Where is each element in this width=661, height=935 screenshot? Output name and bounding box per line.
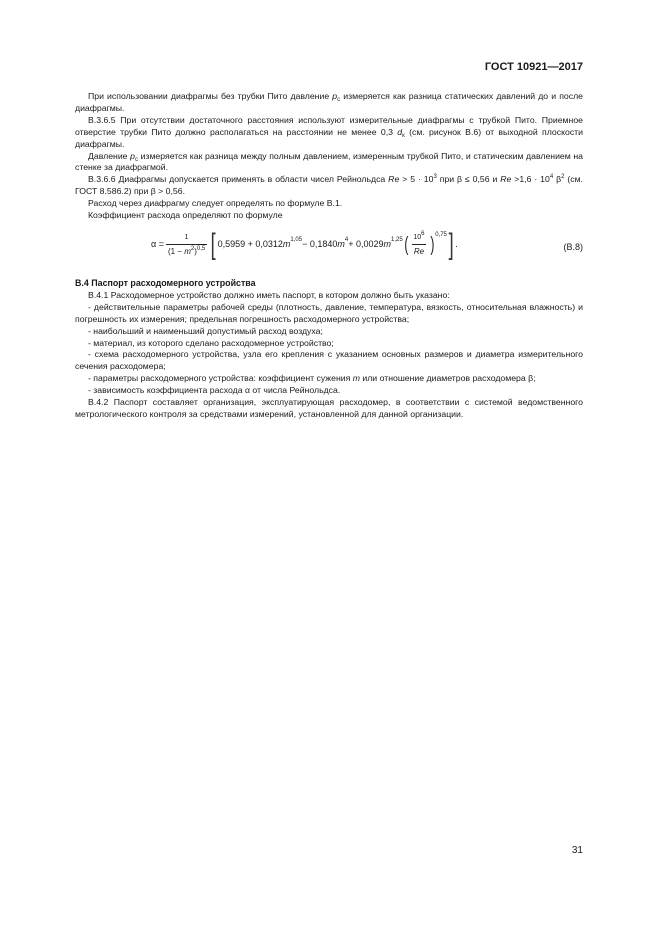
text: >1,6 · 10 bbox=[511, 174, 550, 185]
paragraph: Расход через диафрагму следует определять по формуле В.1. bbox=[88, 198, 343, 209]
text: (см. рисунок В.6) от выходной плоскости диафрагмы. bbox=[75, 126, 583, 149]
var: m bbox=[352, 373, 360, 384]
paragraph: Коэффициент расхода определяют по формуле bbox=[88, 210, 283, 221]
sup: 6 bbox=[421, 231, 425, 238]
list-item bbox=[75, 373, 583, 385]
document-body bbox=[75, 91, 583, 421]
text: При использовании диафрагмы без трубки Пито давление bbox=[88, 91, 333, 101]
sub: c bbox=[134, 156, 138, 163]
text: ) bbox=[194, 246, 197, 256]
fraction bbox=[166, 232, 207, 258]
text: В.3.6.6 Диафрагмы допускается применять в области чисел Рейнольдса bbox=[88, 174, 389, 185]
right-paren: ) bbox=[429, 233, 434, 256]
paragraph bbox=[75, 115, 583, 151]
formula-b8 bbox=[75, 226, 583, 272]
sup: 0,5 bbox=[196, 245, 206, 252]
var: m bbox=[184, 246, 191, 256]
term: + 0,0029 bbox=[348, 239, 384, 250]
denominator: Re bbox=[412, 244, 426, 258]
text: > 5 · 10 bbox=[399, 174, 434, 185]
sup: 2 bbox=[190, 245, 195, 252]
page-number: 31 bbox=[571, 845, 583, 856]
sup: 3 bbox=[433, 174, 437, 181]
paragraph: В.4.2 Паспорт составляет организация, эксплуатирующая расходомер, в соответствии с системой ведомственного метрологического контроля за средствами измерений, установленной для данной организации. bbox=[75, 397, 583, 419]
term: − 0,1840 bbox=[302, 239, 338, 250]
sup: 2 bbox=[561, 174, 565, 181]
text: (1 − bbox=[167, 246, 185, 256]
var: m bbox=[383, 239, 392, 250]
term: 0,5959 + 0,0312 bbox=[217, 239, 283, 250]
paragraph bbox=[75, 151, 583, 175]
list-item: - материал, из которого сделано расходомерное устройство; bbox=[88, 337, 334, 348]
fraction bbox=[411, 232, 426, 258]
list-item: - схема расходомерного устройства, узла его крепления с указанием основных размеров и диаметра измерительного сечения расходомера; bbox=[75, 349, 583, 372]
text: Давление bbox=[88, 150, 131, 161]
paragraph bbox=[75, 174, 583, 198]
left-bracket: [ bbox=[210, 227, 216, 261]
formula-lhs: α = bbox=[151, 239, 164, 250]
text: при β ≤ 0,56 и bbox=[436, 174, 501, 185]
text: В.3.6.5 При отсутствии достаточного расстояния используют измерительные диафрагмы с трубкой Пито. Приемное отверстие трубки Пито должно располагаться на расстоянии не менее 0,3 bbox=[75, 114, 583, 137]
section-heading: В.4 Паспорт расходомерного устройства bbox=[75, 277, 256, 288]
text: . bbox=[455, 239, 458, 250]
var: m bbox=[282, 239, 291, 250]
sup: 1,05 bbox=[290, 237, 303, 244]
text: β bbox=[553, 174, 562, 185]
right-bracket: ] bbox=[448, 227, 454, 261]
var: p bbox=[130, 150, 135, 161]
left-paren: ( bbox=[404, 233, 409, 256]
paragraph bbox=[75, 91, 583, 115]
var: m bbox=[337, 239, 345, 250]
text: (см. ГОСТ 8.586.2) при β > 0,56. bbox=[75, 174, 583, 197]
numerator bbox=[411, 232, 426, 244]
text: 10 bbox=[413, 234, 422, 242]
var: d bbox=[397, 126, 403, 137]
var: Re bbox=[500, 174, 512, 185]
list-item: - действительные параметры рабочей среды (плотность, давление, температура, вязкость, относительная влажность) и погрешность их измерения; предельная погрешность расходомерного устройства; bbox=[75, 301, 583, 324]
sup: 4 bbox=[344, 237, 349, 244]
list-item: - наибольший и наименьший допустимый расход воздуха; bbox=[88, 325, 323, 336]
text: измеряется как разница между полным давлением, измеренным трубкой Пито, и статическим давлением на стенке за диафрагмой. bbox=[75, 150, 583, 173]
paragraph: В.4.1 Расходомерное устройство должно иметь паспорт, в котором должно быть указано: bbox=[88, 289, 450, 300]
var: p bbox=[332, 91, 338, 101]
sup: 0,75 bbox=[435, 232, 447, 239]
denominator bbox=[166, 244, 207, 258]
sub: к bbox=[402, 132, 405, 139]
sub: c bbox=[337, 97, 341, 103]
numerator: 1 bbox=[184, 234, 189, 242]
sup: 1,25 bbox=[391, 237, 403, 244]
formula-number: (В.8) bbox=[563, 241, 583, 252]
document-header: ГОСТ 10921—2017 bbox=[484, 61, 583, 73]
sup: 4 bbox=[549, 174, 554, 181]
text: или отношение диаметров расходомера β; bbox=[359, 373, 536, 384]
text: - параметры расходомерного устройства: коэффициент сужения bbox=[88, 373, 353, 384]
var: Re bbox=[388, 174, 400, 185]
list-item: - зависимость коэффициента расхода α от числа Рейнольдса. bbox=[88, 385, 341, 396]
text: измеряется как разница статических давлений до и после диафрагмы. bbox=[75, 91, 584, 113]
